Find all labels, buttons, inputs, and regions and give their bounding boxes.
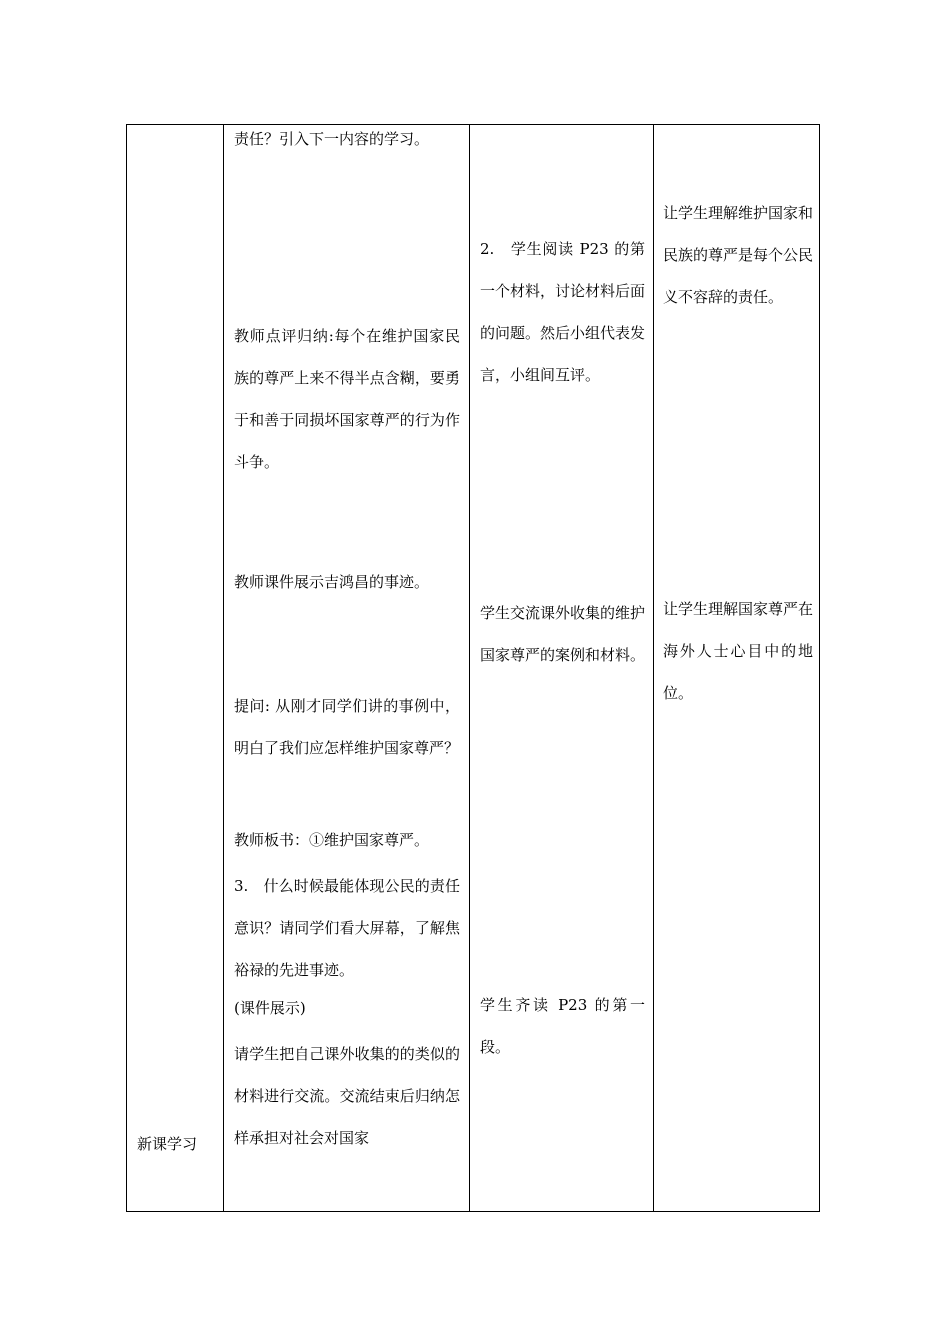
column-divider-1 — [223, 125, 224, 1211]
student-activity-exchange: 学生交流课外收集的维护国家尊严的案例和材料。 — [480, 604, 646, 664]
lesson-plan-table — [126, 124, 820, 1212]
teacher-text-exchange: 请学生把自己课外收集的的类似的材料进行交流。交流结束后归纳怎样承担对社会对国家 — [234, 1045, 460, 1147]
stage-label: 新课学习 — [137, 1135, 198, 1153]
teacher-text-courseware: 教师课件展示吉鸿昌的事迹。 — [234, 573, 430, 591]
teacher-text-courseware-note: (课件展示) — [234, 999, 306, 1017]
teacher-text-summary: 教师点评归纳:每个在维护国家民族的尊严上来不得半点含糊，要勇于和善于同损坏国家尊严的行为作斗争。 — [234, 327, 460, 471]
student-activity-reading: 2. 学生阅读 P23 的第一个材料，讨论材料后面的问题。然后小组代表发言，小组间互评。 — [480, 240, 646, 384]
design-intent-2: 让学生理解国家尊严在海外人士心目中的地位。 — [663, 600, 814, 702]
teacher-text-board: 教师板书：①维护国家尊严。 — [234, 831, 430, 849]
teacher-text-question: 提问: 从刚才同学们讲的事例中，明白了我们应怎样维护国家尊严？ — [234, 697, 460, 757]
teacher-text-item-3: 3. 什么时候最能体现公民的责任意识？请同学们看大屏幕，了解焦裕禄的先进事迹。 — [234, 877, 460, 979]
column-divider-3 — [653, 125, 654, 1211]
column-divider-2 — [469, 125, 470, 1211]
design-intent-1: 让学生理解维护国家和民族的尊严是每个公民义不容辞的责任。 — [663, 204, 814, 306]
teacher-text-intro: 责任？引入下一内容的学习。 — [234, 130, 430, 148]
student-activity-read-aloud: 学生齐读 P23 的第一段。 — [480, 996, 645, 1056]
